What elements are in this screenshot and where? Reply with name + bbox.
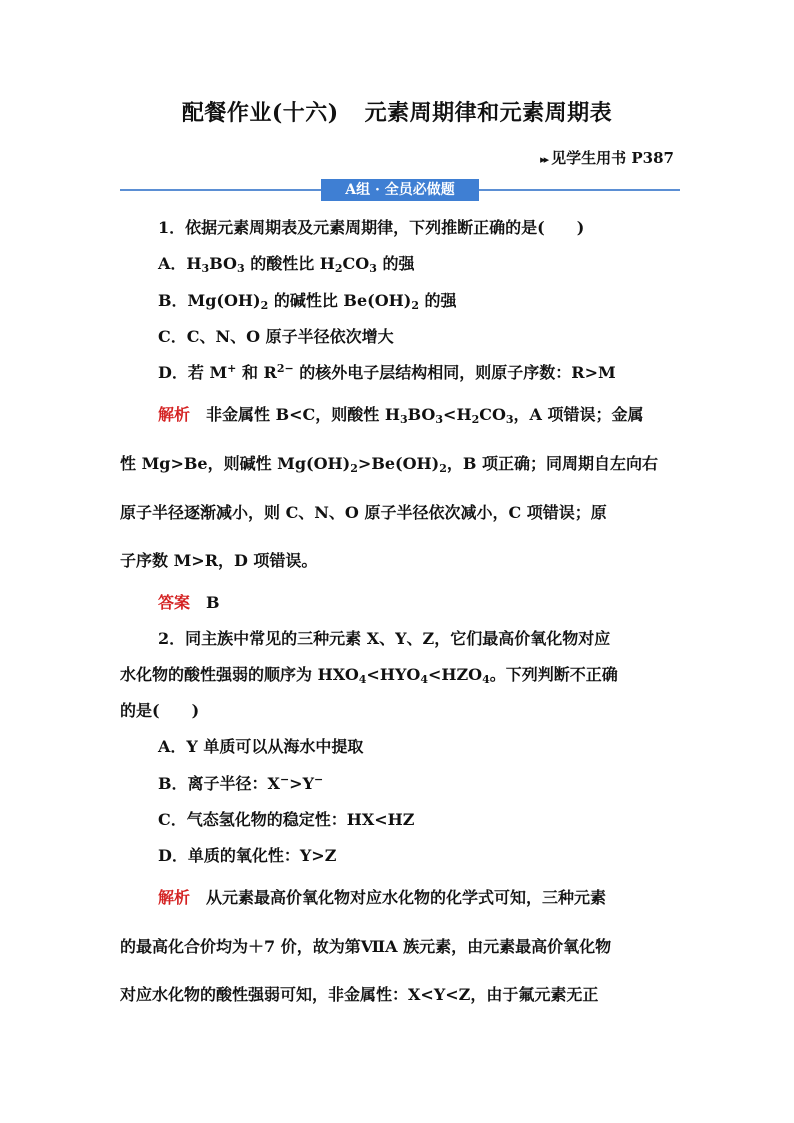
q1-option-b: B．$Mg(OH)_2$ 的碱性比 $Be(OH)_2$ 的强 — [158, 291, 457, 312]
q2-option-c: C．气态氢化物的稳定性：HX<HZ — [158, 810, 415, 829]
q1-analysis-line-2: 性 Mg>Be，则碱性 $Mg(OH)_2>Be(OH)_2$，B 项正确；同周期自左向右 — [120, 454, 658, 475]
q1-option-c: C．C、N、O 原子半径依次增大 — [158, 327, 394, 346]
analysis-label: 解析 — [158, 888, 191, 907]
q1-analysis-line-4: 子序数 M>R，D 项错误。 — [120, 551, 318, 570]
q1-answer: 答案 B — [158, 593, 220, 612]
q2-stem-line-2: 水化物的酸性强弱的顺序为 $HXO_4<HYO_4<HZO_4$。下列判断不正确 — [120, 665, 618, 686]
q2-stem-line-1: 2．同主族中常见的三种元素 X、Y、Z，它们最高价氧化物对应 — [158, 629, 611, 648]
q1-analysis-line-1: 解析 非金属性 B<C，则酸性 $H_3BO_3<H_2CO_3$，A 项错误；金属 — [158, 405, 644, 426]
reference-text: 见学生用书 P387 — [551, 149, 674, 167]
q1-analysis-line-3: 原子半径逐渐减小，则 C、N、O 原子半径依次减小，C 项错误；原 — [120, 503, 607, 522]
page-title — [0, 96, 794, 127]
q2-analysis-line-3: 对应水化物的酸性强弱可知，非金属性：X<Y<Z，由于氟元素无正 — [120, 985, 599, 1004]
q1-option-d: D．若 M+ 和 $R^{2-}$ 的核外电子层结构相同，则原子序数：R>M — [158, 362, 616, 382]
answer-label: 答案 — [158, 593, 191, 612]
q2-analysis-line-2: 的最高化合价均为＋7 价，故为第ⅦA 族元素，由元素最高价氧化物 — [120, 937, 612, 956]
q2-option-d: D．单质的氧化性：Y>Z — [158, 846, 337, 865]
q2-option-b: B．离子半径：X−>Y− — [158, 773, 324, 793]
q1-stem: 1．依据元素周期表及元素周期律，下列推断正确的是( ) — [158, 218, 585, 237]
q1-option-a: A．$H_3BO_3$ 的酸性比 $H_2CO_3$ 的强 — [158, 254, 415, 275]
double-arrow-icon: ▸▸ — [540, 153, 548, 166]
title-right: 元素周期律和元素周期表 — [364, 100, 613, 126]
q2-option-a: A．Y 单质可以从海水中提取 — [158, 737, 364, 756]
group-label: A组 · 全员必做题 — [321, 179, 479, 201]
title-left: 配餐作业(十六) — [181, 100, 339, 126]
q2-analysis-line-1: 解析 从元素最高价氧化物对应水化物的化学式可知，三种元素 — [158, 888, 607, 907]
book-reference — [540, 147, 674, 168]
analysis-label: 解析 — [158, 405, 191, 424]
q2-stem-line-3: 的是( ) — [120, 701, 200, 720]
